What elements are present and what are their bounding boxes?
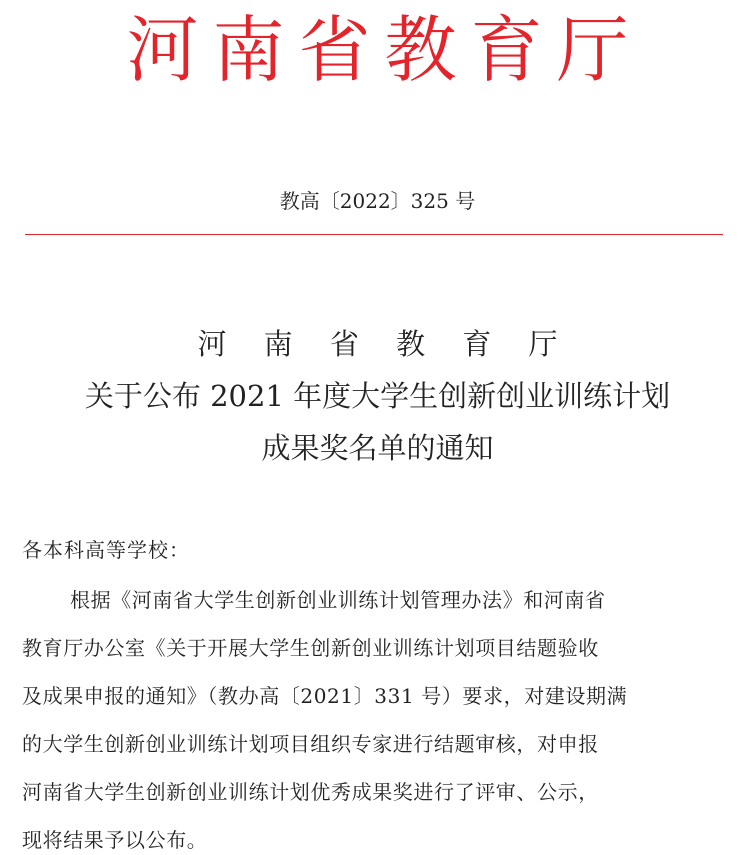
header-divider (25, 234, 723, 235)
notice-title-line-2: 关于公布 2021 年度大学生创新创业训练计划 (84, 379, 671, 413)
masthead-title: 河南省教育厅 (126, 8, 643, 92)
paragraph-line: 的大学生创新创业训练计划项目组织专家进行结题审核，对申报 (22, 732, 599, 756)
paragraph-line: 及成果申报的通知》（教办高〔2021〕331 号）要求，对建设期满 (22, 684, 628, 708)
paragraph-line: 现将结果予以公布。 (22, 828, 208, 852)
paragraph-line: 根据《河南省大学生创新创业训练计划管理办法》和河南省 (70, 588, 606, 612)
notice-title-issuer: 河 南 省 教 育 厅 (197, 327, 572, 361)
notice-title-line-3: 成果奖名单的通知 (261, 431, 494, 465)
document-number: 教高〔2022〕325 号 (279, 189, 476, 213)
salutation: 各本科高等学校： (22, 538, 190, 562)
paragraph-line: 教育厅办公室《关于开展大学生创新创业训练计划项目结题验收 (22, 636, 599, 660)
paragraph-line: 河南省大学生创新创业训练计划优秀成果奖进行了评审、公示， (22, 780, 599, 804)
